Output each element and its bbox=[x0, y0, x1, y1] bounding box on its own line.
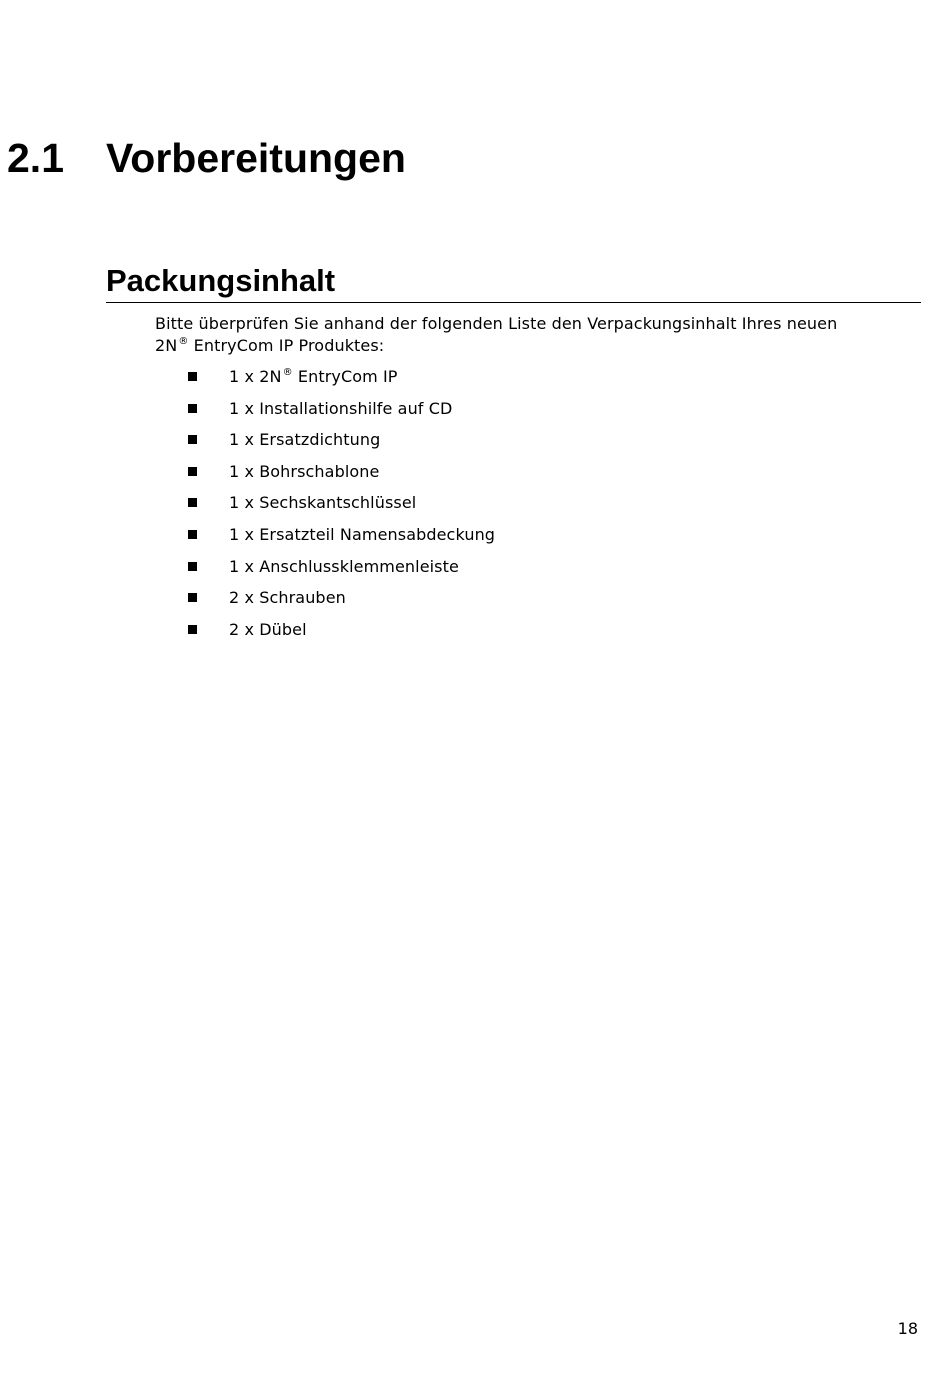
list-item-text: 1 x Ersatzdichtung bbox=[229, 430, 381, 450]
registered-mark: ® bbox=[178, 336, 189, 347]
intro-line-2: EntryCom IP Produktes: bbox=[188, 336, 385, 355]
list-item-text: 1 x Bohrschablone bbox=[229, 461, 380, 481]
list-item-text: 1 x 2N bbox=[229, 367, 282, 386]
list-item-text: 1 x Anschlussklemmenleiste bbox=[229, 556, 459, 576]
list-item-text: 1 x Ersatzteil Namensabdeckung bbox=[229, 524, 496, 544]
list-item-text: 2 x Dübel bbox=[229, 619, 307, 639]
section-title: Packungsinhalt bbox=[106, 262, 921, 303]
intro-line-1: Bitte überprüfen Sie anhand der folgenden Liste den Verpackungsinhalt Ihres neuen bbox=[155, 314, 838, 333]
registered-mark: ® bbox=[282, 367, 293, 378]
intro-paragraph bbox=[155, 313, 915, 357]
square-bullet-icon bbox=[188, 530, 197, 539]
chapter-number: 2.1 bbox=[7, 135, 64, 181]
square-bullet-icon bbox=[188, 562, 197, 571]
square-bullet-icon bbox=[188, 372, 197, 381]
list-item-text: 1 x Sechskantschlüssel bbox=[229, 493, 417, 513]
page-number: 18 bbox=[897, 1319, 918, 1338]
square-bullet-icon bbox=[188, 404, 197, 413]
list-item-text-rest: EntryCom IP bbox=[292, 367, 398, 386]
square-bullet-icon bbox=[188, 467, 197, 476]
square-bullet-icon bbox=[188, 625, 197, 634]
square-bullet-icon bbox=[188, 498, 197, 507]
list-item-text: 1 x Installationshilfe auf CD bbox=[229, 398, 453, 418]
square-bullet-icon bbox=[188, 435, 197, 444]
square-bullet-icon bbox=[188, 593, 197, 602]
chapter-title-text: Vorbereitungen bbox=[106, 135, 406, 181]
list-item-text: 2 x Schrauben bbox=[229, 588, 346, 608]
brand-name: 2N bbox=[155, 336, 178, 355]
chapter-title bbox=[7, 131, 406, 185]
